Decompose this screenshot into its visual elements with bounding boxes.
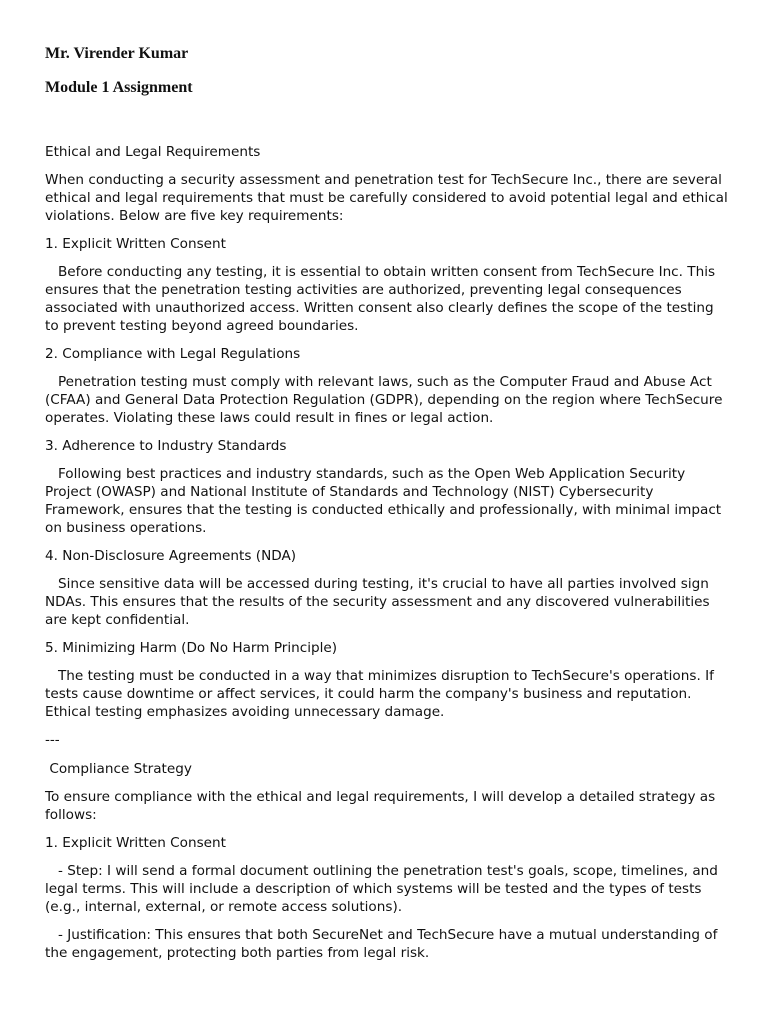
strategy-item-title-1: 1. Explicit Written Consent	[45, 835, 226, 851]
requirement-text-3: Following best practices and industry standards, such as the Open Web Application Security Project (OWASP) and National Institute of Standards and Technology (NIST) Cybersecurity Framework, ensures that the testing is conducted ethically and professionally, with minimal impact on business operations.	[45, 466, 722, 536]
requirement-title-3: 3. Adherence to Industry Standards	[45, 438, 287, 454]
requirement-title-5: 5. Minimizing Harm (Do No Harm Principle)	[45, 640, 338, 656]
requirement-title-1: 1. Explicit Written Consent	[45, 236, 226, 252]
strategy-justification-1: - Justification: This ensures that both SecureNet and TechSecure have a mutual understanding of the engagement, protecting both parties from legal risk.	[45, 927, 718, 961]
document-body	[45, 143, 730, 972]
intro-paragraph: When conducting a security assessment and penetration test for TechSecure Inc., there are several ethical and legal requirements that must be carefully considered to avoid potential legal and ethical violations. Below are five key requirements:	[45, 172, 728, 224]
section-title-compliance: Compliance Strategy	[45, 761, 192, 777]
requirement-text-2: Penetration testing must comply with relevant laws, such as the Computer Fraud and Abuse Act (CFAA) and General Data Protection Regulation (GDPR), depending on the region where TechSecure operates. Violating these laws could result in fines or legal action.	[45, 374, 723, 426]
requirement-text-5: The testing must be conducted in a way that minimizes disruption to TechSecure's operations. If tests cause downtime or affect services, it could harm the company's business and reputation. Ethical testing emphasizes avoiding unnecessary damage.	[45, 668, 714, 720]
strategy-step-1: - Step: I will send a formal document outlining the penetration test's goals, scope, timelines, and legal terms. This will include a description of which systems will be tested and the types of tests (e.g., internal, external, or remote access solutions).	[45, 863, 718, 915]
section-title-ethical: Ethical and Legal Requirements	[45, 144, 261, 160]
requirement-text-4: Since sensitive data will be accessed during testing, it's crucial to have all parties involved sign NDAs. This ensures that the results of the security assessment and any discovered vulnerabilities are kept confidential.	[45, 576, 710, 628]
requirement-title-4: 4. Non-Disclosure Agreements (NDA)	[45, 548, 297, 564]
module-title: Module 1 Assignment	[45, 79, 193, 96]
section-separator: ---	[45, 732, 60, 748]
compliance-intro: To ensure compliance with the ethical and legal requirements, I will develop a detailed strategy as follows:	[45, 789, 716, 823]
requirement-text-1: Before conducting any testing, it is essential to obtain written consent from TechSecure Inc. This ensures that the penetration testing activities are authorized, preventing legal consequences associated with unauthorized access. Written consent also clearly defines the scope of the testing to prevent testing beyond agreed boundaries.	[45, 264, 716, 334]
author-name: Mr. Virender Kumar	[45, 45, 189, 62]
requirement-title-2: 2. Compliance with Legal Regulations	[45, 346, 301, 362]
